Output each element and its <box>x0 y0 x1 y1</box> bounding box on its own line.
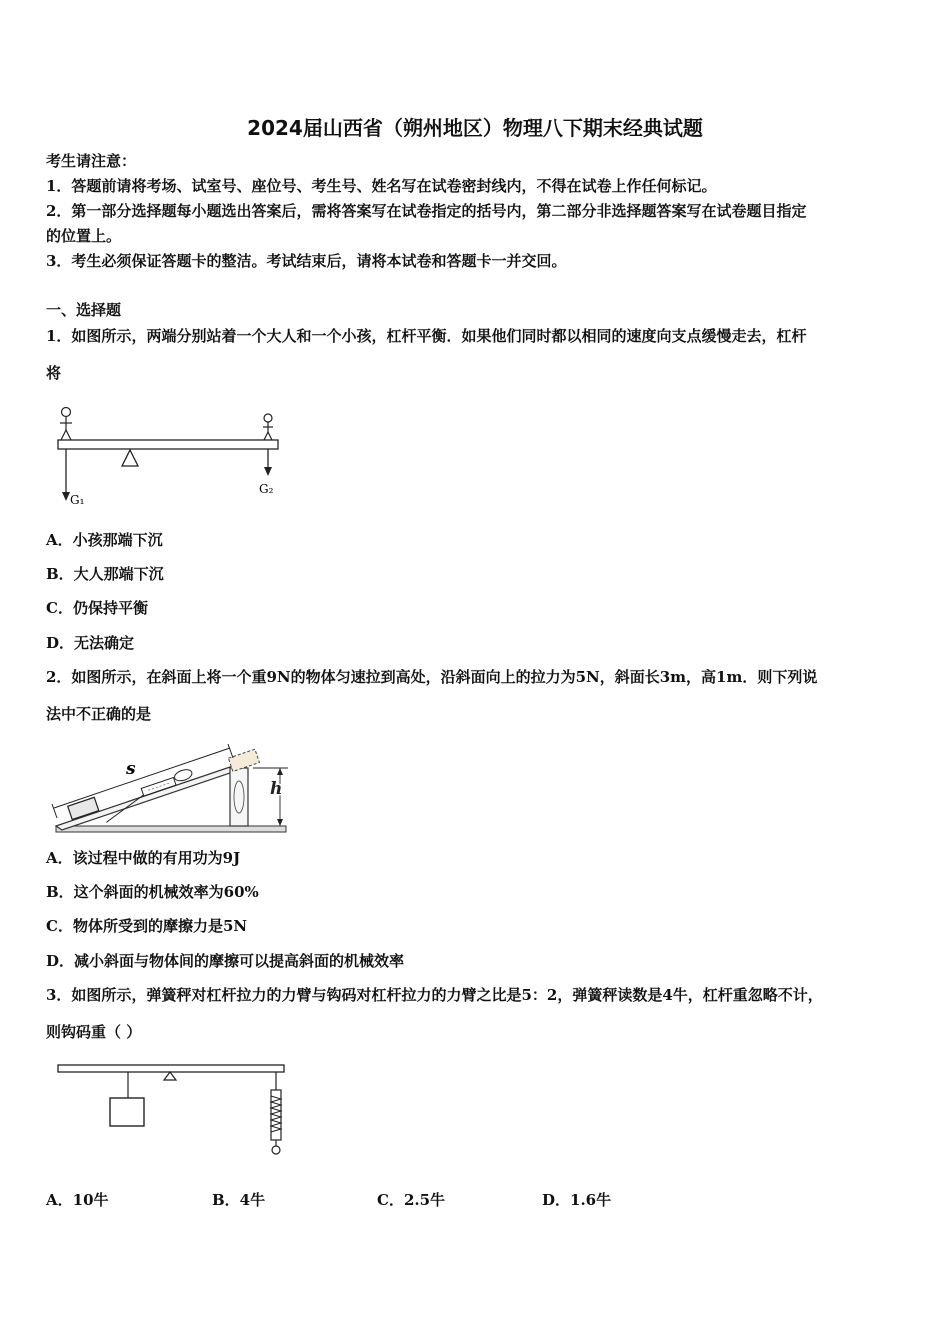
support-block <box>230 768 248 826</box>
spring-ring <box>272 1146 280 1154</box>
lever-seesaw-figure <box>50 400 290 512</box>
height-arrowhead-bottom <box>277 819 283 826</box>
question-2-stem-cont: 法中不正确的是 <box>46 705 152 723</box>
option: A．10牛 <box>46 1191 109 1209</box>
force-g1-arrowhead <box>62 492 70 501</box>
option: C．仍保持平衡 <box>46 599 148 617</box>
option: B．4牛 <box>212 1191 266 1209</box>
page-title: 2024届山西省（朔州地区）物理八下期末经典试题 <box>247 116 703 140</box>
child-figure <box>263 414 273 440</box>
option: C．物体所受到的摩擦力是5N <box>46 917 248 935</box>
lever-beam <box>58 1065 284 1072</box>
option: B．这个斜面的机械效率为60% <box>46 883 259 901</box>
option: A．该过程中做的有用功为9J <box>46 849 241 867</box>
slope-dimension-tick <box>52 804 57 818</box>
adult-figure <box>60 408 72 441</box>
question-3-stem: 3．如图所示，弹簧秤对杠杆拉力的力臂与钩码对杠杆拉力的力臂之比是5：2，弹簧秤读数是4牛，杠杆重忽略不计， <box>46 986 823 1004</box>
force-g1-label: G₁ <box>70 493 85 507</box>
notice-item: 2．第一部分选择题每小题选出答案后，需将答案写在试卷指定的括号内，第二部分非选择题答案写在试卷题目指定 <box>46 202 807 220</box>
option: A．小孩那端下沉 <box>46 531 163 549</box>
height-arrowhead-top <box>277 768 283 775</box>
question-3-stem-cont: 则钩码重（ ） <box>46 1023 142 1041</box>
height-label: h <box>270 779 283 799</box>
notice-item: 1．答题前请将考场、试室号、座位号、考生号、姓名写在试卷密封线内，不得在试卷上作任何标记。 <box>46 177 717 195</box>
question-1-stem: 1．如图所示，两端分别站着一个大人和一个小孩，杠杆平衡．如果他们同时都以相同的速度向支点缓慢走去，杠杆 <box>46 327 807 345</box>
question-1-stem-cont: 将 <box>46 364 62 382</box>
option: D．减小斜面与物体间的摩擦可以提高斜面的机械效率 <box>46 952 405 970</box>
lever-spring-figure <box>54 1060 294 1160</box>
pivot-triangle <box>164 1072 176 1080</box>
force-g2-label: G₂ <box>259 482 274 496</box>
option: D．1.6牛 <box>542 1191 612 1209</box>
lever-beam <box>58 440 278 449</box>
incline-figure <box>48 738 298 838</box>
option: D．无法确定 <box>46 634 135 652</box>
force-g2-arrowhead <box>264 467 272 476</box>
notice-item: 的位置上。 <box>46 227 122 245</box>
fulcrum-triangle <box>122 450 138 466</box>
section-heading: 一、选择题 <box>46 301 122 319</box>
question-2-stem: 2．如图所示，在斜面上将一个重9N的物体匀速拉到高处，沿斜面向上的拉力为5N，斜面长3m，高1m．则下列说 <box>46 668 818 686</box>
option: C．2.5牛 <box>377 1191 446 1209</box>
notice-heading: 考生请注意： <box>46 152 137 170</box>
ground <box>56 826 286 832</box>
hook-weight <box>110 1098 144 1126</box>
option: B．大人那端下沉 <box>46 565 164 583</box>
slope-label: s <box>126 759 136 779</box>
slope-dimension-tick <box>228 744 233 758</box>
notice-item: 3．考生必须保证答题卡的整洁。考试结束后，请将本试卷和答题卡一并交回。 <box>46 252 567 270</box>
